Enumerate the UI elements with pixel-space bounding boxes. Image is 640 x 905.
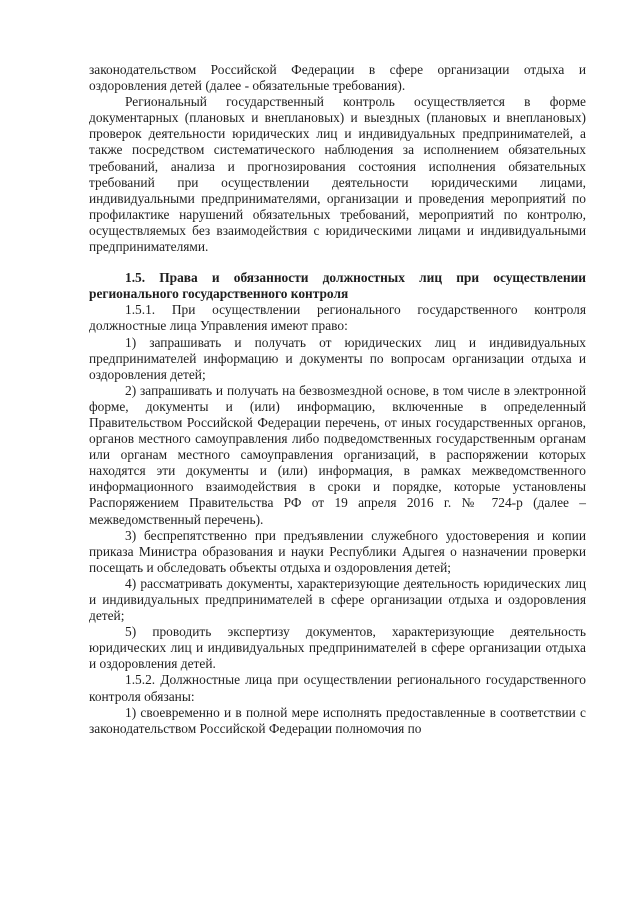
section-heading-1-5: 1.5. Права и обязанности должностных лиц при осуществлении регионального государственного контроля <box>89 270 586 302</box>
paragraph-regional-control: Региональный государственный контроль осуществляется в форме документарных (плановых и внеплановых) и выездных (плановых и внеплановых) проверок деятельности юридических лиц и индивидуальных предпринимателей, а также посредством систематического наблюдения за исполнением обязательных требований, анализа и прогнозирования состояния исполнения обязательных требований при осуществлении деятельности юридическими лицами, индивидуальными предпринимателями, организации и проведения мероприятий по профилактике нарушений обязательных требований, мероприятий по контролю, осуществляемых без взаимодействия с юридическими лицами и индивидуальными предпринимателями. <box>89 94 586 255</box>
list-item-2: 2) запрашивать и получать на безвозмездной основе, в том числе в электронной форме, документы и (или) информацию, включенные в определенный Правительством Российской Федерации перечень, от иных государственных органов, органов местного самоуправления либо подведомственных государственным органам или органам местного самоуправления организаций, в распоряжении которых находятся эти документы и (или) информация, в рамках межведомственного информационного взаимодействия в сроки и порядке, которые установлены Распоряжением Правительства РФ от 19 апреля 2016 г. № 724-р (далее – межведомственный перечень). <box>89 382 586 527</box>
paragraph-1-5-2: 1.5.2. Должностные лица при осуществлении регионального государственного контроля обязаны: <box>89 672 586 704</box>
list-item-4: 4) рассматривать документы, характеризующие деятельность юридических лиц и индивидуальных предпринимателей в сфере организации отдыха и оздоровления детей; <box>89 575 586 624</box>
paragraph-1-5-1: 1.5.1. При осуществлении регионального государственного контроля должностные лица Управления имеют право: <box>89 302 586 334</box>
document-body <box>89 62 586 737</box>
list-item-3: 3) беспрепятственно при предъявлении служебного удостоверения и копии приказа Министра образования и науки Республики Адыгея о назначении проверки посещать и обследовать объекты отдыха и оздоровления детей; <box>89 527 586 575</box>
duty-item-1: 1) своевременно и в полной мере исполнять предоставленные в соответствии с законодательством Российской Федерации полномочия по <box>89 704 586 736</box>
list-item-5: 5) проводить экспертизу документов, характеризующие деятельность юридических лиц и индивидуальных предпринимателей в сфере организации отдыха и оздоровления детей. <box>89 624 586 672</box>
paragraph-continuation: законодательством Российской Федерации в сфере организации отдыха и оздоровления детей (далее - обязательные требования). <box>89 62 586 94</box>
list-item-1: 1) запрашивать и получать от юридических лиц и индивидуальных предпринимателей информацию и документы по вопросам организации отдыха и оздоровления детей; <box>89 334 586 382</box>
